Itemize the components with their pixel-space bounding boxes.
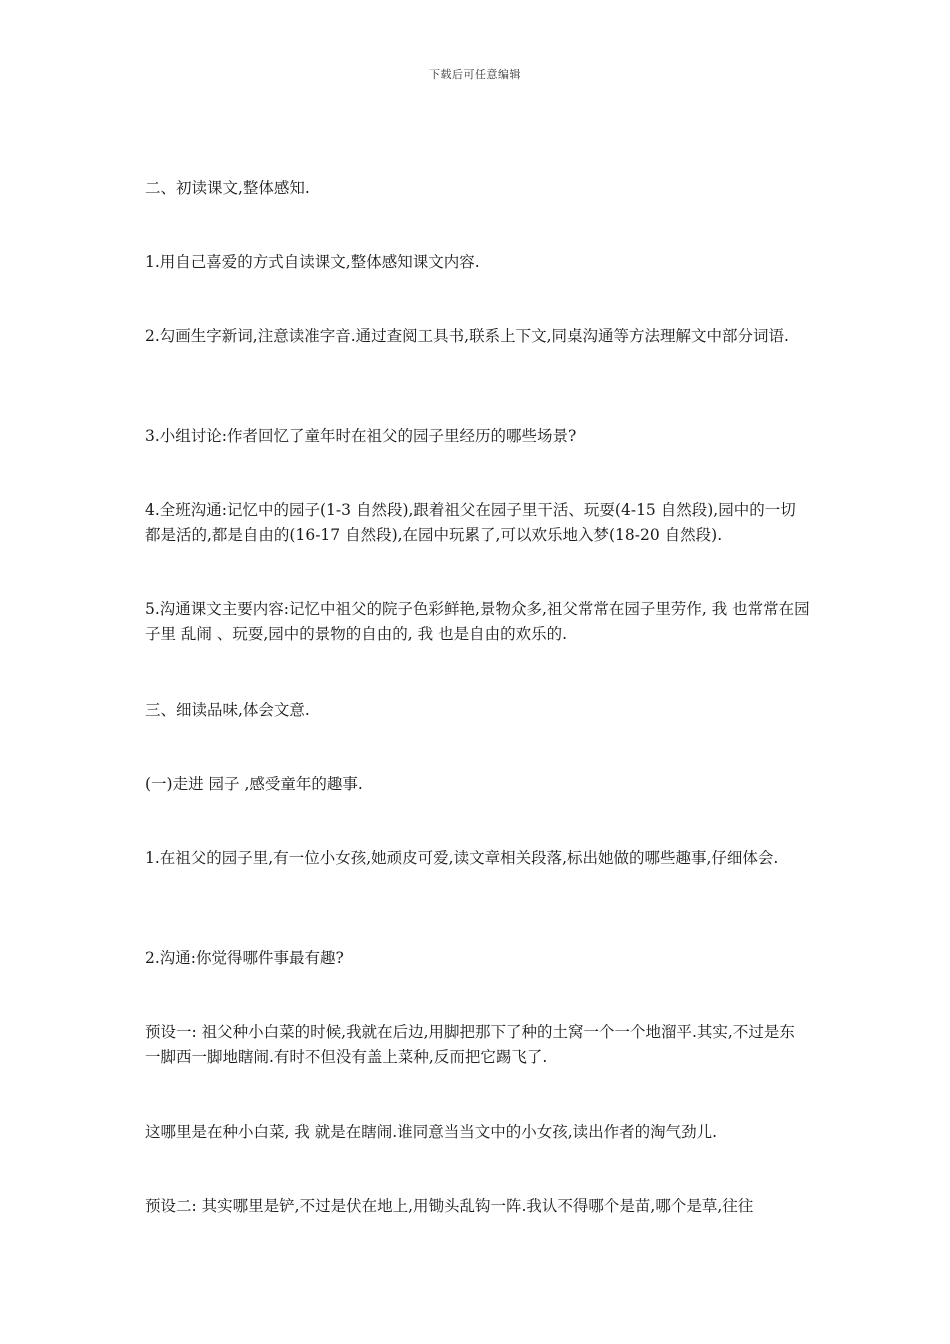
paragraph-comment: 这哪里是在种小白菜, 我 就是在瞎闹.谁同意当当文中的小女孩,读出作者的淘气劲儿. bbox=[145, 1123, 718, 1141]
section-heading-2: 二、初读课文,整体感知. bbox=[145, 179, 310, 197]
paragraph-item-6: 1.在祖父的园子里,有一位小女孩,她顽皮可爱,读文章相关段落,标出她做的哪些趣事,仔细体会. bbox=[145, 849, 779, 867]
section-heading-3: 三、细读品味,体会文意. bbox=[145, 701, 310, 719]
paragraph-item-1: 1.用自己喜爱的方式自读课文,整体感知课文内容. bbox=[145, 253, 480, 271]
paragraph-item-3: 3.小组讨论:作者回忆了童年时在祖父的园子里经历的哪些场景? bbox=[145, 427, 577, 445]
paragraph-item-7: 2.沟通:你觉得哪件事最有趣? bbox=[145, 949, 344, 967]
subsection-heading-1: (一)走进 园子 ,感受童年的趣事. bbox=[145, 775, 363, 793]
paragraph-preset-1: 预设一: 祖父种小白菜的时候,我就在后边,用脚把那下了种的土窝一个一个地溜平.其实,不过是东一脚西一脚地瞎闹.有时不但没有盖上菜种,反而把它踢飞了. bbox=[145, 1023, 795, 1066]
paragraph-preset-2: 预设二: 其实哪里是铲,不过是伏在地上,用锄头乱钩一阵.我认不得哪个是苗,哪个是草,往往 bbox=[145, 1197, 754, 1215]
paragraph-item-4: 4.全班沟通:记忆中的园子(1-3 自然段),跟着祖父在园子里干活、玩耍(4-15 自然段),园中的一切都是活的,都是自由的(16-17 自然段),在园中玩累了,可以欢乐地入梦(18-20 自然段). bbox=[145, 501, 796, 544]
paragraph-item-5: 5.沟通课文主要内容:记忆中祖父的院子色彩鲜艳,景物众多,祖父常常在园子里劳作, 我 也常常在园子里 乱闹 、玩耍,园中的景物的自由的, 我 也是自由的欢乐的. bbox=[145, 600, 810, 643]
paragraph-item-2: 2.勾画生字新词,注意读准字音.通过查阅工具书,联系上下文,同桌沟通等方法理解文中部分词语. bbox=[145, 327, 789, 345]
page-header: 下载后可任意编辑 bbox=[429, 68, 521, 81]
